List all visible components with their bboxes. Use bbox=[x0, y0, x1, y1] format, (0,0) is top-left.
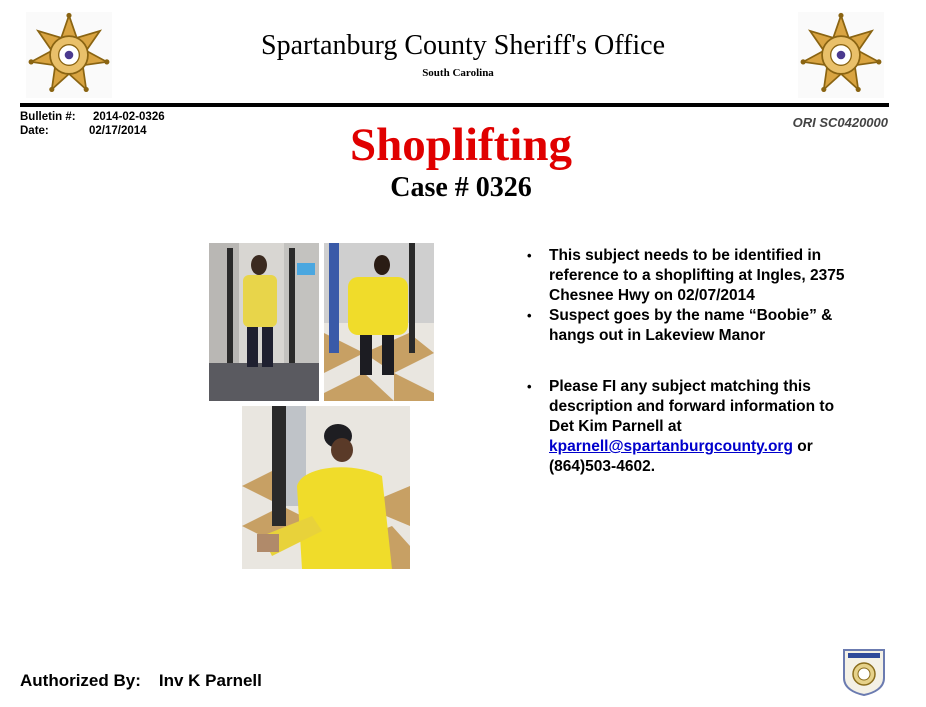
date-label: Date: bbox=[20, 125, 49, 137]
surveillance-photo-1 bbox=[209, 243, 319, 401]
case-number: Case # 0326 bbox=[390, 172, 532, 203]
agency-name: Spartanburg County Sheriff's Office bbox=[261, 30, 665, 61]
surveillance-photo-2 bbox=[324, 243, 434, 401]
detail-bullet-2 bbox=[527, 306, 847, 346]
detail-text-2: Suspect goes by the name “Boobie” & hangs out in Lakeview Manor bbox=[549, 307, 833, 344]
detail-text-3: Please FI any subject matching this description and forward information to Det Kim Parnell at bbox=[549, 378, 835, 435]
bulletin-value: 2014-02-0326 bbox=[93, 111, 165, 123]
detail-bullet-1 bbox=[527, 246, 847, 306]
authorized-by bbox=[20, 671, 262, 691]
date-value: 02/17/2014 bbox=[89, 125, 147, 137]
bulletin-details bbox=[527, 246, 847, 477]
ori-number: ORI SC0420000 bbox=[792, 115, 888, 130]
header-divider bbox=[20, 103, 889, 107]
authorized-name: Inv K Parnell bbox=[158, 671, 262, 690]
contact-email-link[interactable]: kparnell@spartanburgcounty.org bbox=[549, 438, 793, 455]
detail-bullet-3 bbox=[527, 377, 847, 477]
bulletin-label: Bulletin #: bbox=[20, 111, 76, 123]
agency-state: South Carolina bbox=[422, 67, 494, 79]
contact-phone: or (864)503-4602. bbox=[549, 438, 813, 475]
surveillance-photo-3 bbox=[242, 406, 410, 569]
bulletin-title: Shoplifting bbox=[349, 119, 573, 171]
accreditation-seal-icon bbox=[840, 644, 888, 696]
authorized-label: Authorized By: bbox=[20, 671, 141, 690]
detail-text-1: This subject needs to be identified in reference to a shoplifting at Ingles, 2375 Chesnee Hwy on 02/07/2014 bbox=[549, 247, 845, 304]
